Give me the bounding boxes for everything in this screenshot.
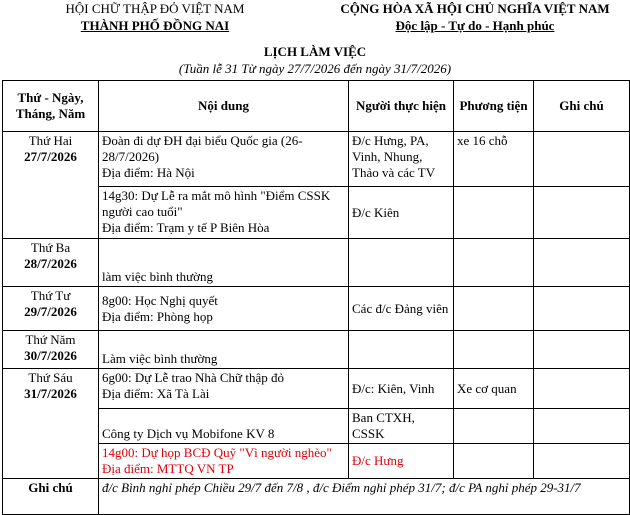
organization-block bbox=[20, 0, 290, 34]
table-row bbox=[3, 287, 630, 331]
day-date: 27/7/2026 bbox=[24, 149, 77, 164]
vehicle-cell: xe 16 chỗ bbox=[454, 132, 534, 187]
person-cell: Các đ/c Đảng viên bbox=[349, 287, 454, 331]
organization-city: THÀNH PHỐ ĐỒNG NAI bbox=[80, 18, 230, 33]
person-cell bbox=[349, 331, 454, 369]
schedule-table bbox=[2, 80, 630, 515]
activity-location: Địa điểm: Hà Nội bbox=[102, 165, 195, 180]
content-cell bbox=[99, 369, 349, 409]
footer-label: Ghi chú bbox=[3, 479, 99, 515]
schedule-title: LỊCH LÀM VIỆC bbox=[263, 44, 367, 59]
schedule-subtitle: (Tuần lễ 31 Từ ngày 27/7/2026 đến ngày 31/7/2026) bbox=[178, 61, 452, 76]
note-cell bbox=[534, 239, 630, 287]
content-cell bbox=[99, 132, 349, 187]
activity-text: 14g00: Dự họp BCĐ Quỹ "Vì người nghèo" bbox=[102, 445, 332, 460]
content-cell: Công ty Dịch vụ Mobifone KV 8 bbox=[99, 409, 349, 444]
day-name: Thứ Năm bbox=[25, 332, 76, 347]
person-cell: Đ/c Hưng bbox=[349, 444, 454, 479]
organization-name: HỘI CHỮ THẬP ĐỎ VIỆT NAM bbox=[65, 1, 245, 16]
activity-text: 14g30: Dự Lễ ra mắt mô hình "Điểm CSSK người cao tuổi" bbox=[102, 188, 331, 219]
content-cell bbox=[99, 444, 349, 479]
note-cell bbox=[534, 132, 630, 187]
activity-location: Địa điểm: Trạm y tế P Biên Hòa bbox=[102, 220, 270, 235]
person-cell: Ban CTXH, CSSK bbox=[349, 409, 454, 444]
column-header-day: Thứ - Ngày, Tháng, Năm bbox=[3, 81, 99, 132]
note-cell bbox=[534, 444, 630, 479]
table-row bbox=[3, 239, 630, 287]
vehicle-cell bbox=[454, 239, 534, 287]
day-date: 30/7/2026 bbox=[24, 348, 77, 363]
table-row bbox=[3, 331, 630, 369]
person-cell: Đ/c Kiên bbox=[349, 187, 454, 239]
note-cell bbox=[534, 187, 630, 239]
day-cell-thursday bbox=[3, 331, 99, 369]
person-cell: Đ/c: Kiên, Vinh bbox=[349, 369, 454, 409]
column-header-person: Người thực hiện bbox=[349, 81, 454, 132]
day-cell-wednesday bbox=[3, 287, 99, 331]
note-cell bbox=[534, 331, 630, 369]
country-name: CỘNG HÒA XÃ HỘI CHỦ NGHĨA VIỆT NAM bbox=[340, 1, 610, 16]
content-cell: Làm việc bình thường bbox=[99, 331, 349, 369]
vehicle-cell bbox=[454, 187, 534, 239]
activity-text: 8g00: Học Nghị quyết bbox=[102, 292, 218, 308]
activity-text: Đoàn đi dự ĐH đại biểu Quốc gia (26-28/7/2026) bbox=[102, 133, 303, 164]
vehicle-cell bbox=[454, 287, 534, 331]
day-cell-monday bbox=[3, 132, 99, 239]
column-header-content: Nội dung bbox=[99, 81, 349, 132]
person-cell: Đ/c Hưng, PA, Vinh, Nhung, Thảo và các TV bbox=[349, 132, 454, 187]
table-row bbox=[3, 369, 630, 409]
vehicle-cell bbox=[454, 331, 534, 369]
content-cell bbox=[99, 187, 349, 239]
vehicle-cell: Xe cơ quan bbox=[454, 369, 534, 409]
day-cell-tuesday bbox=[3, 239, 99, 287]
table-header-row bbox=[3, 81, 630, 132]
day-date: 31/7/2026 bbox=[24, 386, 77, 401]
table-row bbox=[3, 132, 630, 187]
activity-location: Địa điểm: MTTQ VN TP bbox=[102, 461, 234, 476]
note-cell bbox=[534, 369, 630, 409]
vehicle-cell bbox=[454, 409, 534, 444]
national-motto-block bbox=[320, 0, 630, 34]
day-cell-friday bbox=[3, 369, 99, 479]
content-cell: làm việc bình thường bbox=[99, 239, 349, 287]
column-header-vehicle: Phương tiện bbox=[454, 81, 534, 132]
day-date: 28/7/2026 bbox=[24, 256, 77, 271]
day-name: Thứ Ba bbox=[30, 240, 71, 255]
footer-row bbox=[3, 479, 630, 515]
footer-note: đ/c Bình nghỉ phép Chiều 29/7 đến 7/8 , đ/c Điểm nghỉ phép 31/7; đ/c PA nghỉ phép 29-31/7 bbox=[99, 479, 630, 515]
activity-location: Địa điểm: Xã Tà Lài bbox=[102, 386, 210, 401]
activity-text: 6g00: Dự Lễ trao Nhà Chữ thập đỏ bbox=[102, 370, 284, 385]
person-cell bbox=[349, 239, 454, 287]
day-name: Thứ Hai bbox=[28, 133, 73, 148]
activity-location: Địa điểm: Phòng họp bbox=[102, 308, 213, 324]
motto: Độc lập - Tự do - Hạnh phúc bbox=[395, 18, 555, 33]
vehicle-cell bbox=[454, 444, 534, 479]
column-header-note: Ghi chú bbox=[534, 81, 630, 132]
day-name: Thứ Tư bbox=[30, 288, 71, 303]
content-cell bbox=[99, 287, 349, 331]
day-date: 29/7/2026 bbox=[24, 304, 77, 319]
note-cell bbox=[534, 287, 630, 331]
day-name: Thứ Sáu bbox=[28, 370, 73, 385]
note-cell bbox=[534, 409, 630, 444]
